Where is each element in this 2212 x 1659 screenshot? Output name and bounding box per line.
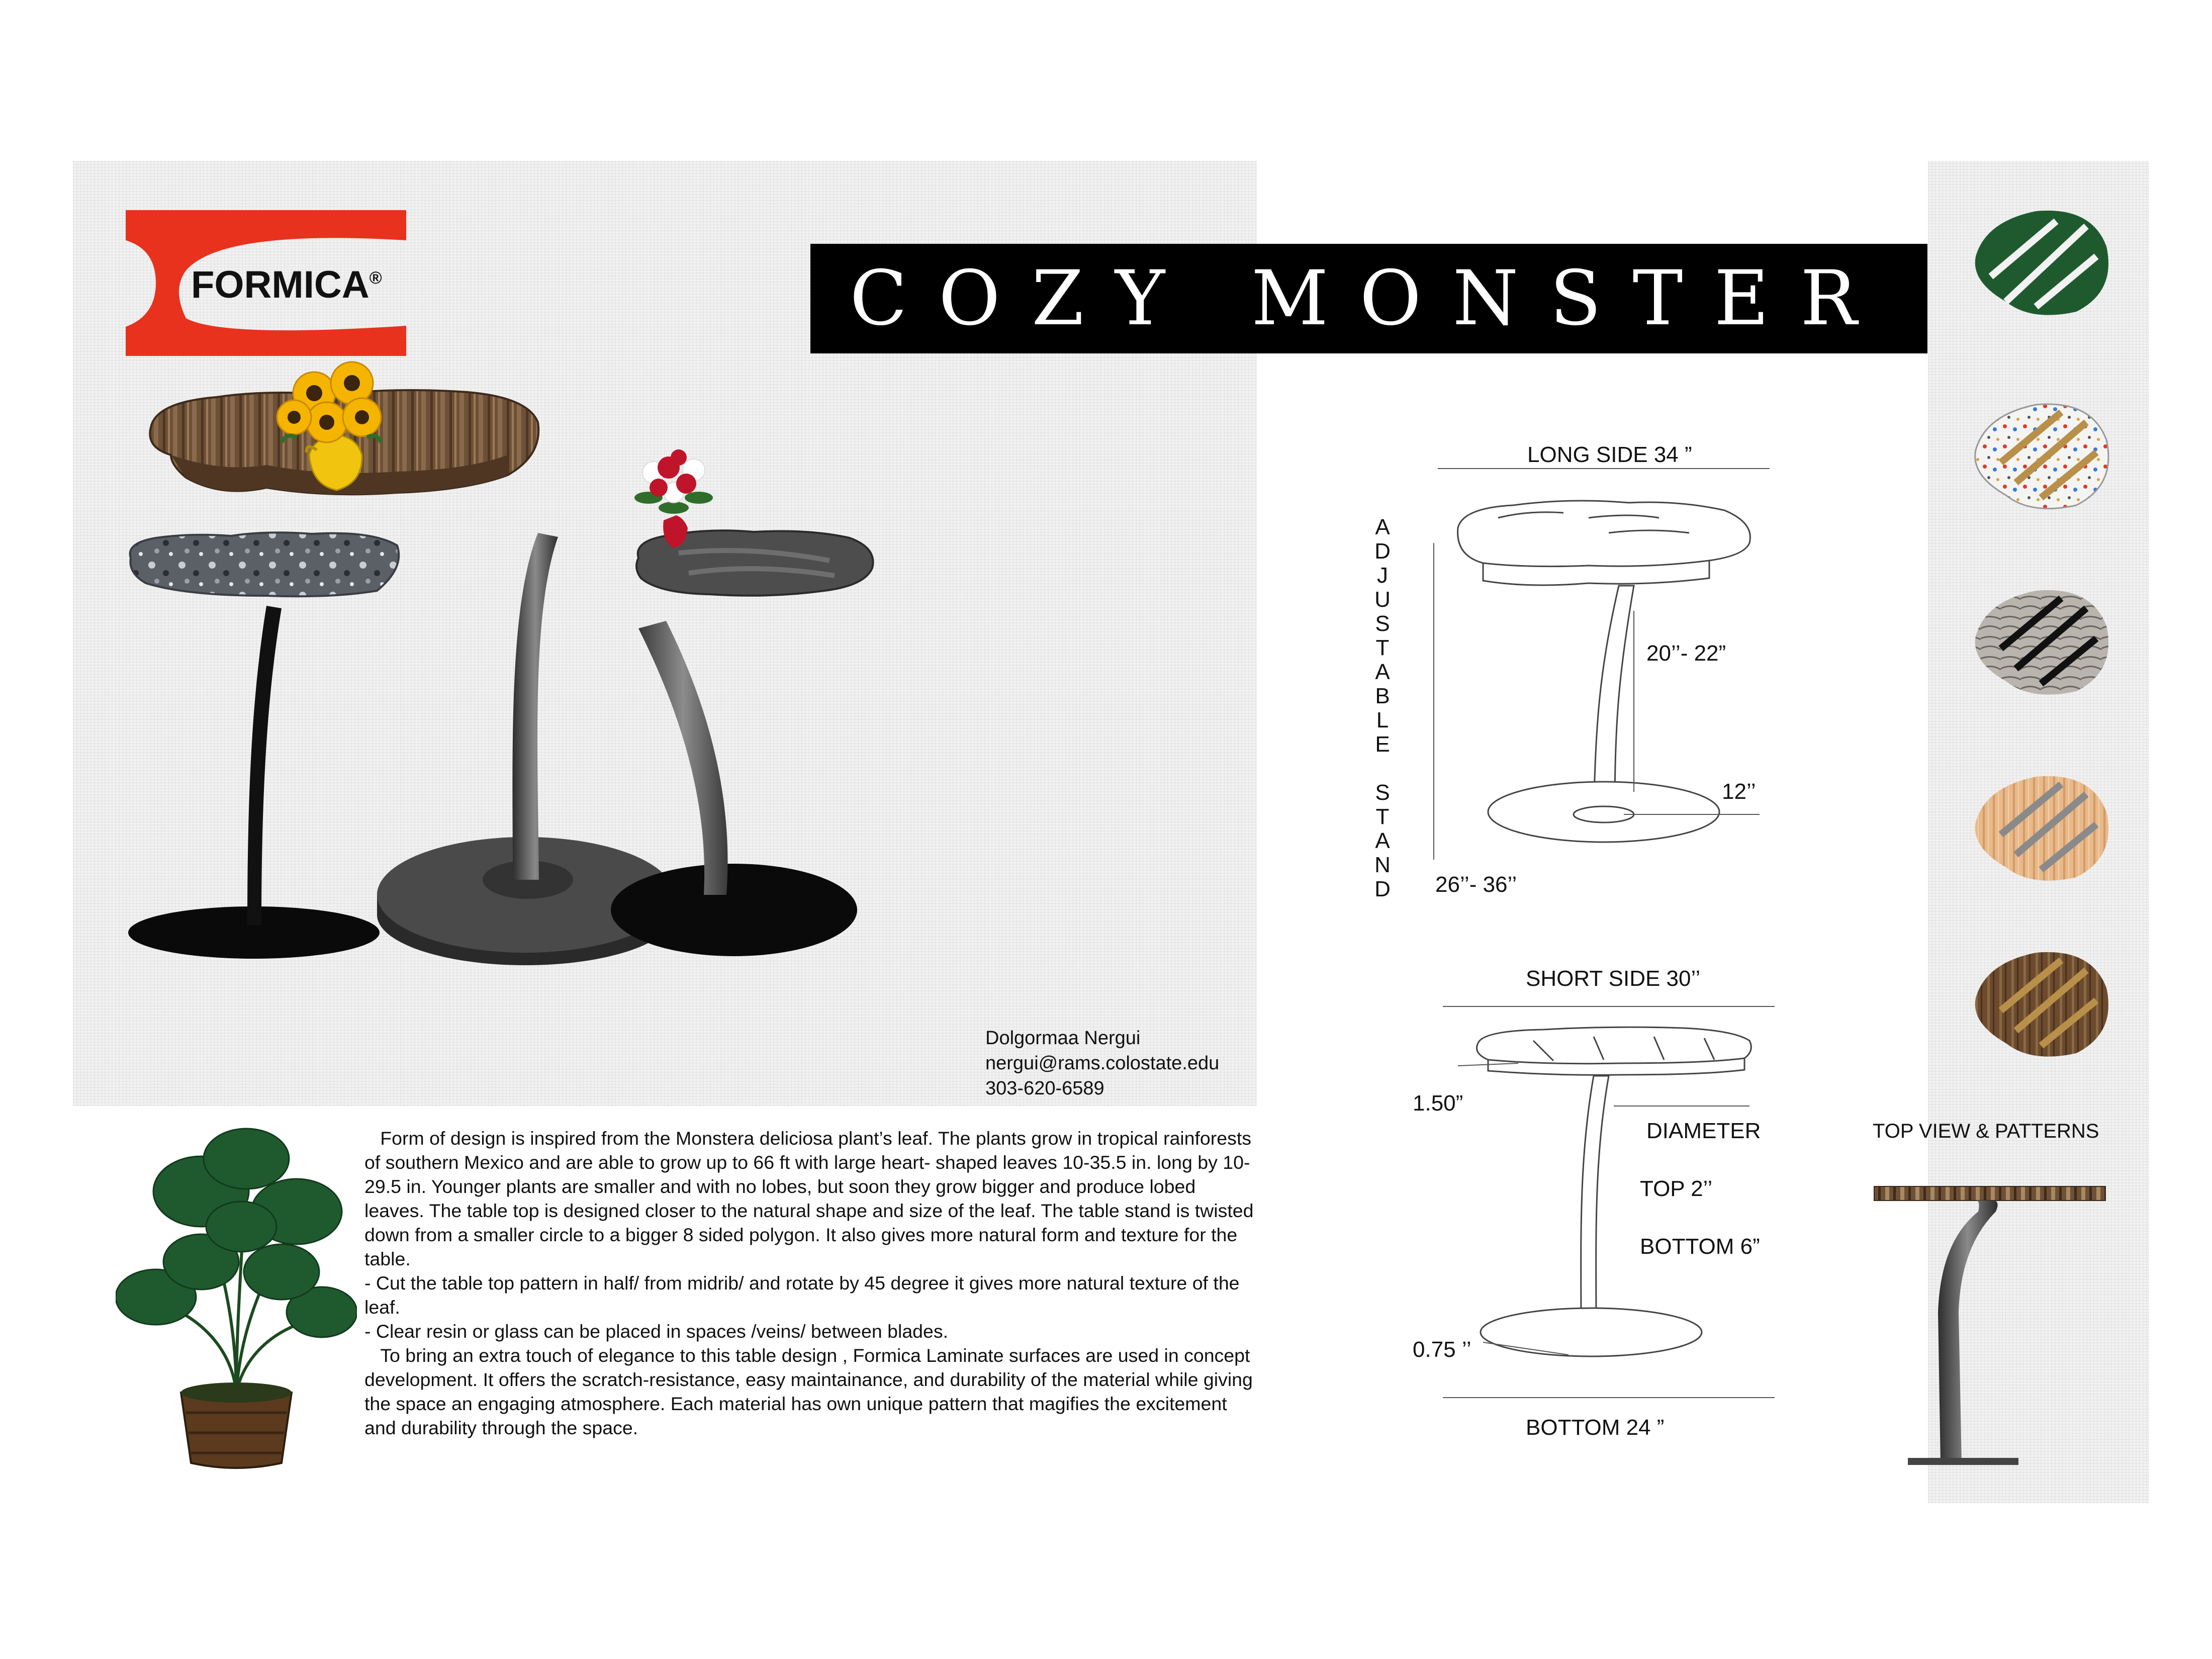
vertical-label-letter: A [1375,515,1390,539]
pattern-swatch-light-wood [1975,776,2108,881]
vertical-label-letter: J [1377,563,1388,588]
designer-email: nergui@rams.colostate.edu [985,1053,1220,1074]
description-paragraph-2: - Cut the table top pattern in half/ from midrib/ and rotate by 45 degree it gives more natural texture of the leaf. [364,1272,1240,1318]
top-thickness-label: 1.50” [1413,1091,1463,1116]
leaf-pattern-swatches [1961,201,2122,1066]
pattern-swatch-green-leaf [1975,211,2108,315]
vertical-label-letter: S [1375,611,1390,636]
pattern-swatch-terrazzo [1975,404,2108,509]
vertical-label-letter: U [1374,587,1391,612]
pattern-swatch-dark-wood [1975,952,2108,1057]
vertical-label-letter: T [1375,804,1390,829]
stand-height-label: 20’’- 22” [1646,641,1726,666]
description-paragraph-4: To bring an extra touch of elegance to this table design , Formica Laminate surfaces are used in concept development. It offers the scratch-resistance, easy maintainance, and durability of the material while giving the space an engaging atmosphere. Each material has own unique pattern that magifies the excitement and durability through the space. [364,1345,1258,1438]
adjustable-stand-label [1372,515,1393,901]
base-thickness-label: 0.75 ’’ [1413,1337,1471,1362]
bottom-size-label: BOTTOM 24 ” [1526,1415,1665,1440]
description-paragraph-3: - Clear resin or glass can be placed in spaces /veins/ between blades. [364,1321,949,1342]
design-description [364,1126,1259,1440]
vertical-label-letter: A [1375,828,1390,853]
vertical-label-letter: D [1374,539,1391,564]
base-dimension-label: 12’’ [1722,779,1756,804]
vertical-label-letter: N [1374,853,1391,877]
vertical-label-letter: D [1374,877,1391,901]
side-elevation-drawing [1870,1181,2111,1473]
vertical-label-letter: L [1376,708,1389,732]
diameter-label: DIAMETER [1646,1119,1761,1143]
designer-phone: 303-620-6589 [985,1078,1104,1099]
pattern-swatch-grey-marble [1975,590,2108,695]
monstera-plant-image [116,1111,357,1473]
vertical-label-letter: A [1375,660,1390,684]
vertical-label-letter: S [1375,780,1390,805]
vertical-label-letter: T [1375,635,1390,660]
designer-credits [985,1026,1219,1101]
top-diameter-label: TOP 2’’ [1640,1176,1713,1201]
short-side-label: SHORT SIDE 30’’ [1526,966,1701,991]
top-view-patterns-caption: TOP VIEW & PATTERNS [1873,1120,2099,1142]
title-bar [810,244,1927,353]
formica-wordmark: FORMICA [191,263,370,306]
vertical-label-letter: E [1375,732,1390,757]
designer-name: Dolgormaa Nergui [985,1028,1141,1049]
long-side-drawing [1398,463,1780,915]
tables-render [116,347,1196,995]
right-table [611,530,873,956]
center-table [150,390,674,965]
description-paragraph-1: Form of design is inspired from the Monstera deliciosa plant’s leaf. The plants grow in tropical rainforests of southern Mexico and are able to grow up to 66 ft with large heart- shaped leaves 10-35.5 in. long by 10-29.5 in. Younger plants are smaller and with no lobes, but soon they grow bigger and produce lobed leaves. The table top is designed closer to the natural shape and size of the leaf. The table stand is twisted down from a smaller circle to a bigger 8 sided polygon. It also gives more natural form and texture for the table. [364,1128,1259,1269]
height-range-label: 26’’- 36’’ [1435,872,1517,897]
bottom-diameter-label: BOTTOM 6” [1640,1234,1760,1259]
registered-mark: ® [369,268,382,288]
page-title: COZY MONSTER [850,255,1888,342]
vertical-label-letter: B [1375,684,1390,708]
long-side-label: LONG SIDE 34 ” [1527,442,1692,467]
vertical-label-letter [1372,757,1393,781]
formica-logo [126,210,412,356]
left-table [128,532,399,959]
